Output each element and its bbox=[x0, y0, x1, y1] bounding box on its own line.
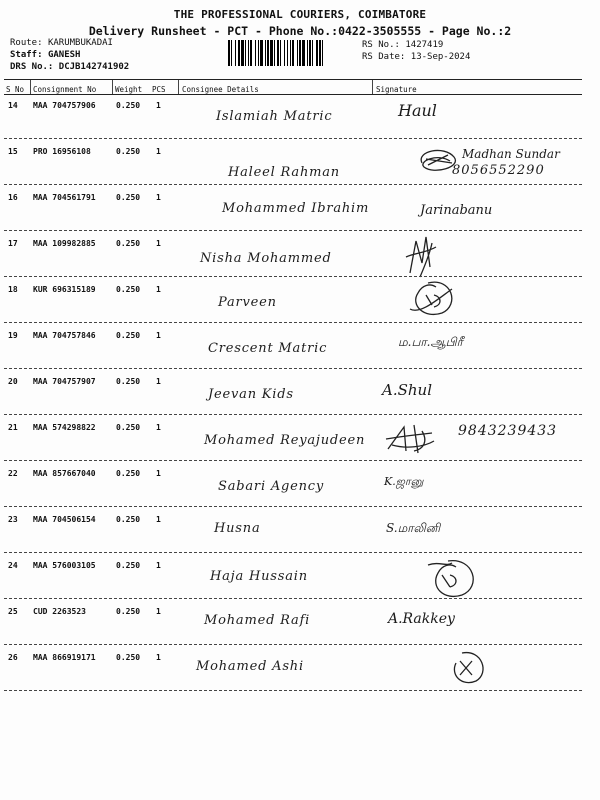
rs-no-label: RS No.: bbox=[362, 40, 400, 50]
row-consignee-handwritten: Sabari Agency bbox=[218, 479, 325, 494]
staff-label: Staff: bbox=[10, 50, 43, 60]
table-row bbox=[0, 647, 600, 693]
row-sno: 20 bbox=[8, 377, 18, 386]
row-consignee-handwritten: Haja Hussain bbox=[210, 569, 308, 584]
row-sno: 22 bbox=[8, 469, 18, 478]
row-separator bbox=[4, 460, 582, 461]
table-row bbox=[0, 325, 600, 371]
column-divider bbox=[178, 80, 179, 94]
row-consignment-no: MAA 704506154 bbox=[33, 515, 96, 524]
row-signature: K.ஜானு bbox=[384, 475, 424, 488]
row-signature-phone: 8056552290 bbox=[452, 163, 545, 178]
row-pcs: 1 bbox=[156, 653, 161, 662]
col-signature-header: Signature bbox=[376, 85, 417, 94]
staff-value: GANESH bbox=[47, 50, 81, 60]
row-signature: A.Rakkey bbox=[388, 611, 455, 627]
signature-scribble-icon bbox=[384, 421, 440, 457]
row-consignment-no: MAA 857667040 bbox=[33, 469, 96, 478]
row-weight: 0.250 bbox=[116, 423, 141, 432]
row-separator bbox=[4, 506, 582, 507]
row-consignee-handwritten: Crescent Matric bbox=[208, 341, 328, 356]
row-weight: 0.250 bbox=[116, 193, 141, 202]
row-sno: 24 bbox=[8, 561, 18, 570]
row-separator bbox=[4, 644, 582, 645]
row-weight: 0.250 bbox=[116, 285, 141, 294]
row-sno: 25 bbox=[8, 607, 18, 616]
row-weight: 0.250 bbox=[116, 561, 141, 570]
barcode-image bbox=[228, 40, 356, 66]
row-signature: ம.பா.ஆபிரீ bbox=[398, 335, 463, 349]
row-signature-phone: 9843239433 bbox=[458, 423, 558, 439]
row-sno: 21 bbox=[8, 423, 18, 432]
row-sno: 19 bbox=[8, 331, 18, 340]
row-weight: 0.250 bbox=[116, 377, 141, 386]
row-separator bbox=[4, 690, 582, 691]
row-consignee-handwritten: Haleel Rahman bbox=[228, 165, 340, 180]
runsheet-title: Delivery Runsheet - PCT - Phone No.:0422-3505555 - Page No.:2 bbox=[88, 24, 512, 38]
row-consignment-no: MAA 866919171 bbox=[33, 653, 96, 662]
row-weight: 0.250 bbox=[116, 239, 141, 248]
row-consignment-no: MAA 704561791 bbox=[33, 193, 96, 202]
table-row bbox=[0, 417, 600, 463]
signature-scribble-icon bbox=[414, 145, 464, 177]
row-pcs: 1 bbox=[156, 423, 161, 432]
row-consignee-handwritten: Mohamed Reyajudeen bbox=[204, 433, 366, 448]
drs-label: DRS No.: bbox=[10, 62, 54, 72]
row-consignment-no: MAA 574298822 bbox=[33, 423, 96, 432]
row-consignment-no: MAA 576003105 bbox=[33, 561, 96, 570]
table-row bbox=[0, 555, 600, 601]
row-consignee-handwritten: Nisha Mohammed bbox=[200, 251, 332, 266]
row-separator bbox=[4, 322, 582, 323]
row-sno: 14 bbox=[8, 101, 18, 110]
row-pcs: 1 bbox=[156, 515, 161, 524]
row-consignee-handwritten: Mohamed Ashi bbox=[196, 659, 304, 674]
row-separator bbox=[4, 414, 582, 415]
row-pcs: 1 bbox=[156, 285, 161, 294]
row-pcs: 1 bbox=[156, 469, 161, 478]
row-consignment-no: MAA 704757907 bbox=[33, 377, 96, 386]
row-signature: Madhan Sundar bbox=[462, 147, 560, 161]
column-divider bbox=[30, 80, 31, 94]
row-signature: A.Shul bbox=[382, 381, 432, 399]
table-row bbox=[0, 371, 600, 417]
company-title: THE PROFESSIONAL COURIERS, COIMBATORE bbox=[173, 8, 427, 21]
table-row bbox=[0, 187, 600, 233]
signature-scribble-icon bbox=[426, 557, 484, 601]
table-row bbox=[0, 233, 600, 279]
row-pcs: 1 bbox=[156, 193, 161, 202]
row-signature: Jarinabanu bbox=[420, 203, 493, 218]
row-separator bbox=[4, 184, 582, 185]
row-separator bbox=[4, 230, 582, 231]
rs-date-label: RS Date: bbox=[362, 52, 406, 62]
row-pcs: 1 bbox=[156, 147, 161, 156]
row-consignee-handwritten: Parveen bbox=[218, 295, 277, 310]
route-label: Route: bbox=[10, 38, 43, 48]
route-value: KARUMBUKADAI bbox=[47, 38, 113, 48]
col-consignee-header: Consignee Details bbox=[182, 85, 259, 94]
col-sno-header: S No bbox=[6, 85, 25, 94]
row-sno: 16 bbox=[8, 193, 18, 202]
signature-scribble-icon bbox=[446, 649, 494, 687]
col-consignment-header: Consignment No bbox=[33, 85, 97, 94]
row-consignment-no: CUD 2263523 bbox=[33, 607, 86, 616]
route-line bbox=[10, 38, 113, 48]
table-row bbox=[0, 509, 600, 555]
row-weight: 0.250 bbox=[116, 101, 141, 110]
rs-date-line bbox=[362, 52, 470, 62]
row-sno: 17 bbox=[8, 239, 18, 248]
row-pcs: 1 bbox=[156, 561, 161, 570]
drs-line bbox=[10, 62, 129, 72]
table-row bbox=[0, 279, 600, 325]
row-weight: 0.250 bbox=[116, 607, 141, 616]
row-sno: 18 bbox=[8, 285, 18, 294]
row-separator bbox=[4, 552, 582, 553]
row-separator bbox=[4, 598, 582, 599]
staff-line bbox=[10, 50, 80, 60]
table-row bbox=[0, 141, 600, 187]
row-consignment-no: KUR 696315189 bbox=[33, 285, 96, 294]
row-sno: 15 bbox=[8, 147, 18, 156]
row-weight: 0.250 bbox=[116, 653, 141, 662]
row-signature: S.மாலினி bbox=[386, 521, 441, 535]
row-sno: 26 bbox=[8, 653, 18, 662]
row-separator bbox=[4, 276, 582, 277]
rs-no-value: 1427419 bbox=[405, 40, 444, 50]
row-consignee-handwritten: Husna bbox=[214, 521, 261, 536]
row-signature: Haul bbox=[398, 101, 437, 120]
row-pcs: 1 bbox=[156, 239, 161, 248]
row-consignee-handwritten: Jeevan Kids bbox=[208, 387, 294, 402]
signature-scribble-icon bbox=[408, 279, 464, 323]
row-separator bbox=[4, 368, 582, 369]
row-pcs: 1 bbox=[156, 607, 161, 616]
row-weight: 0.250 bbox=[116, 147, 141, 156]
row-consignee-handwritten: Islamiah Matric bbox=[216, 109, 333, 124]
row-sno: 23 bbox=[8, 515, 18, 524]
col-pcs-header: PCS bbox=[152, 85, 166, 94]
drs-value: DCJB142741902 bbox=[58, 62, 130, 72]
row-consignment-no: PRO 16956108 bbox=[33, 147, 91, 156]
row-consignee-handwritten: Mohammed Ibrahim bbox=[222, 201, 370, 216]
row-consignment-no: MAA 704757846 bbox=[33, 331, 96, 340]
rs-no-line bbox=[362, 40, 443, 50]
header-top-rule bbox=[4, 79, 582, 80]
row-pcs: 1 bbox=[156, 377, 161, 386]
column-divider bbox=[372, 80, 373, 94]
row-weight: 0.250 bbox=[116, 331, 141, 340]
row-pcs: 1 bbox=[156, 331, 161, 340]
row-weight: 0.250 bbox=[116, 469, 141, 478]
table-row bbox=[0, 463, 600, 509]
col-weight-header: Weight bbox=[115, 85, 143, 94]
row-separator bbox=[4, 138, 582, 139]
table-row bbox=[0, 601, 600, 647]
row-consignment-no: MAA 109982885 bbox=[33, 239, 96, 248]
row-consignment-no: MAA 704757906 bbox=[33, 101, 96, 110]
column-divider bbox=[112, 80, 113, 94]
row-consignee-handwritten: Mohamed Rafi bbox=[204, 613, 311, 628]
signature-scribble-icon bbox=[400, 233, 444, 279]
table-row bbox=[0, 95, 600, 141]
row-pcs: 1 bbox=[156, 101, 161, 110]
rs-date-value: 13-Sep-2024 bbox=[410, 52, 471, 62]
row-weight: 0.250 bbox=[116, 515, 141, 524]
